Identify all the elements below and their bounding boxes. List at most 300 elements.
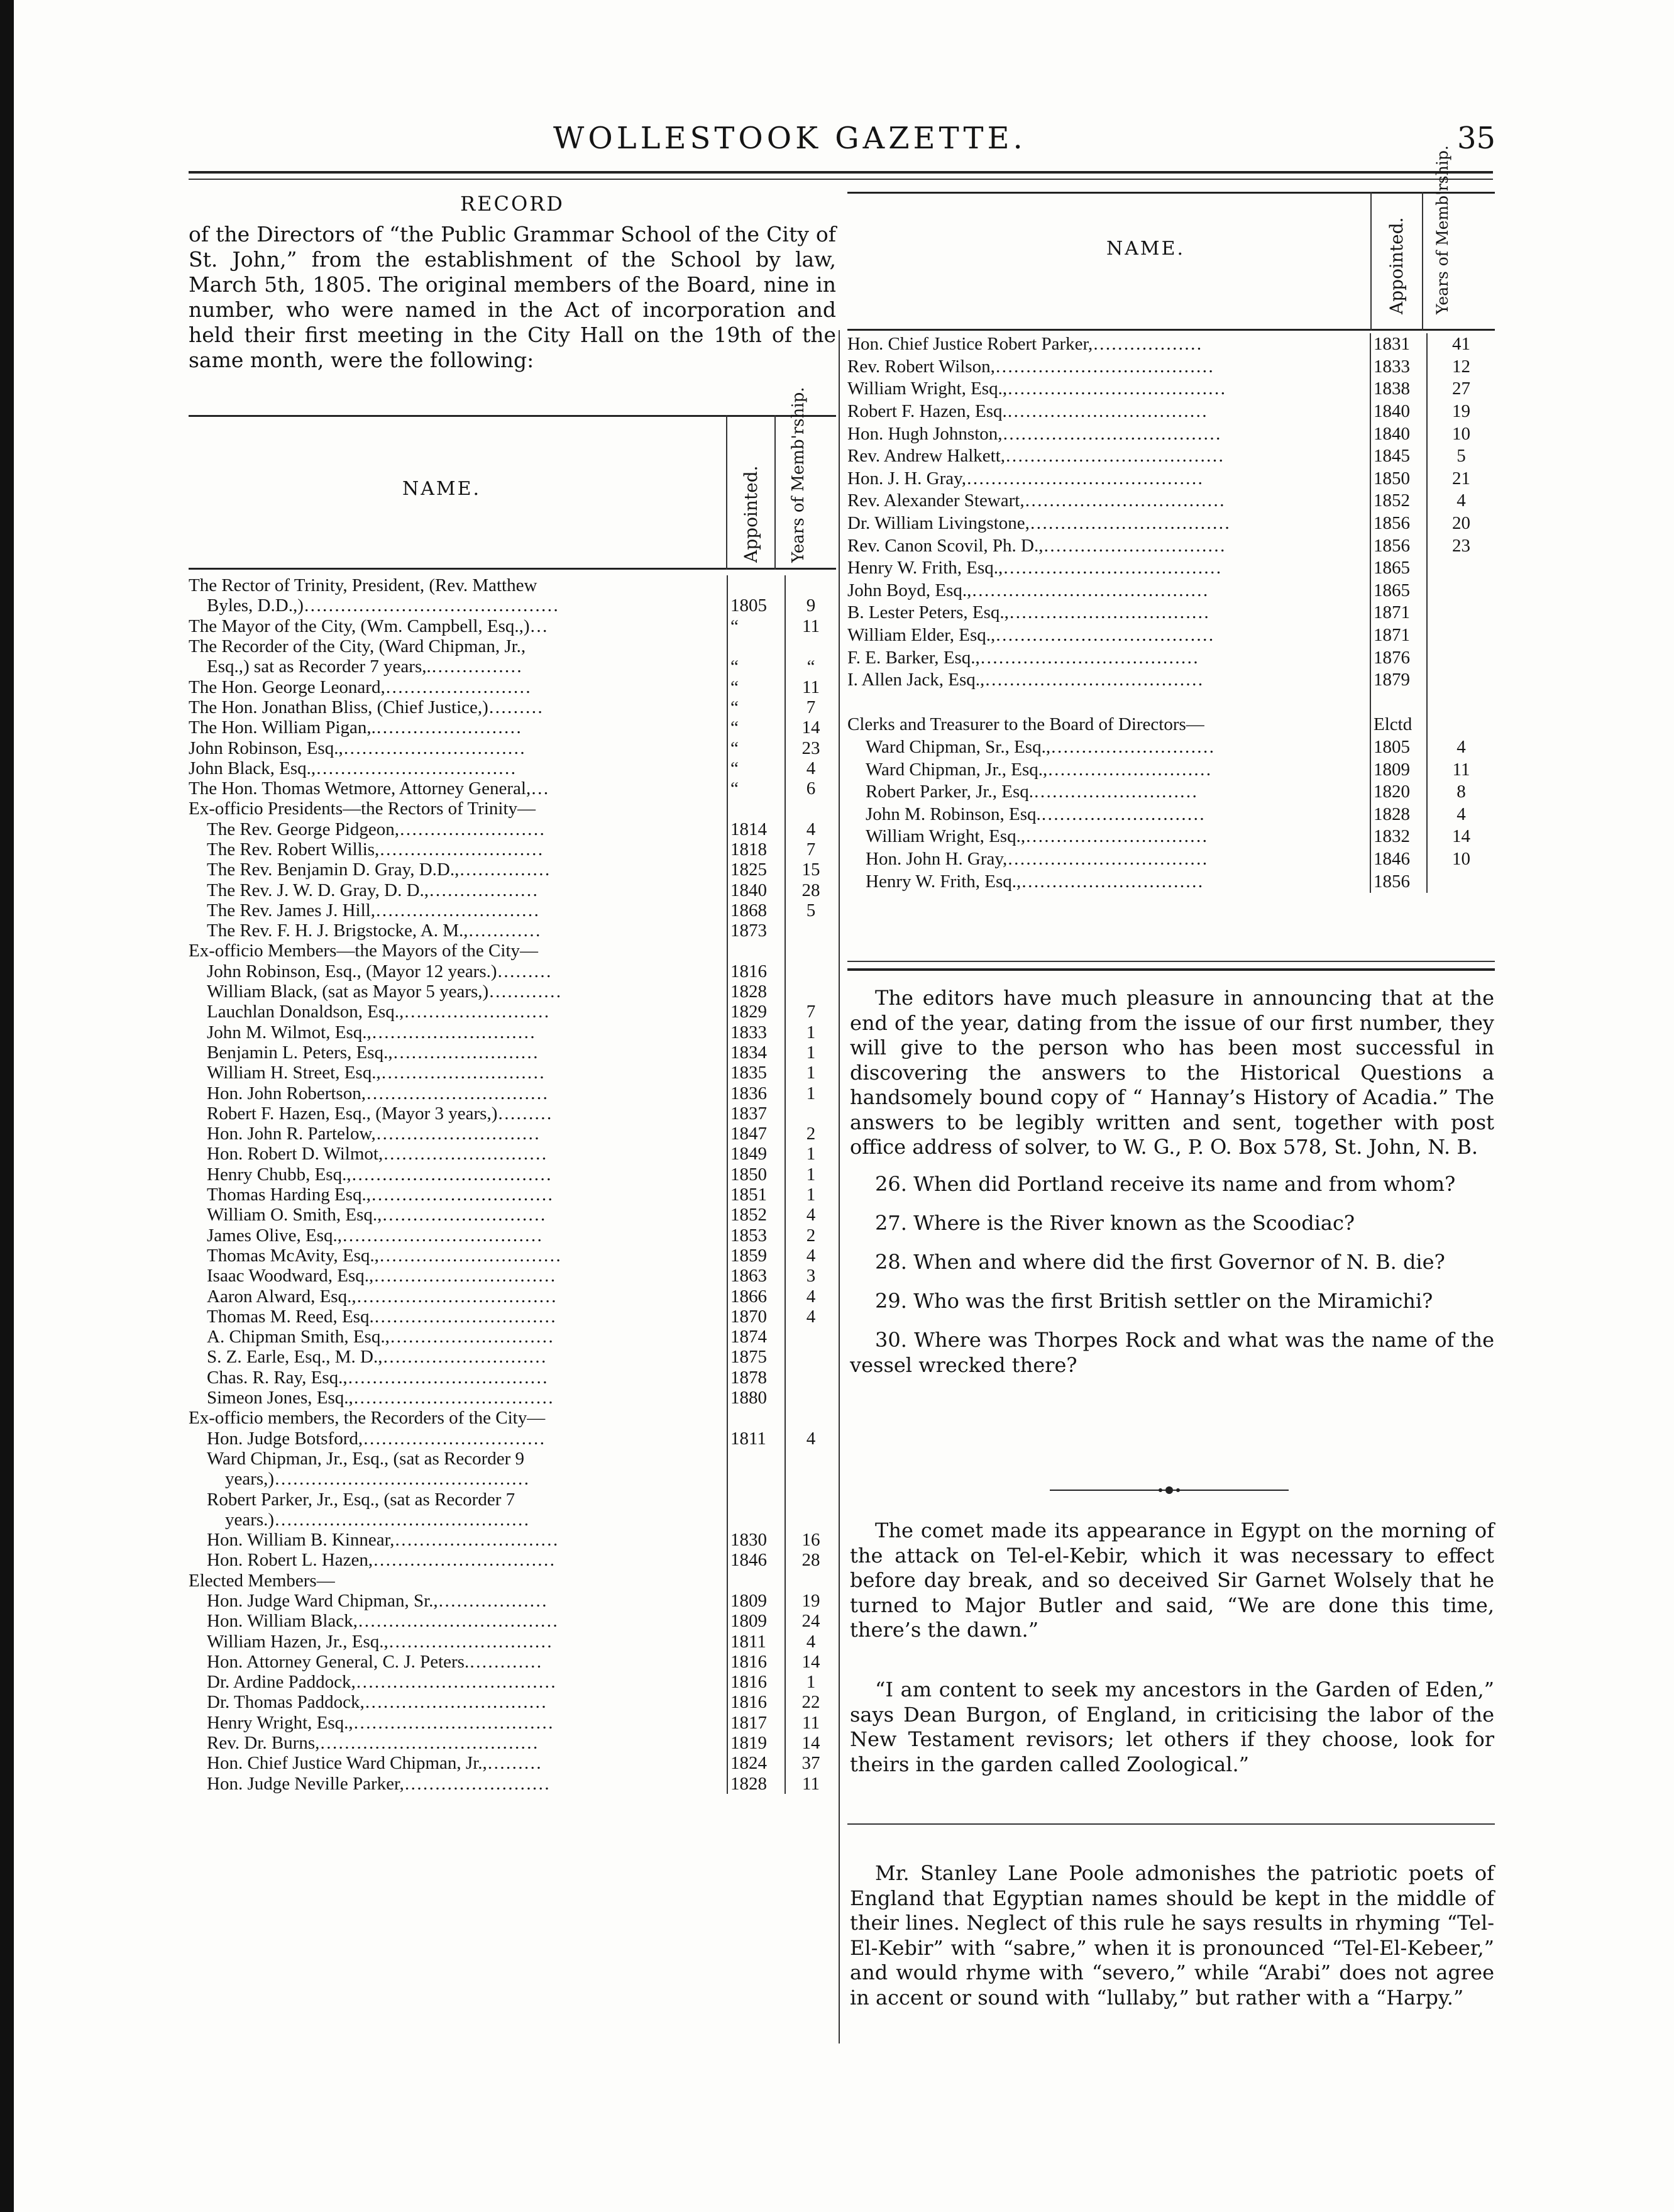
years-cell: 1	[785, 1185, 836, 1205]
years-cell: 7	[785, 697, 836, 717]
left-header-sep-1	[726, 415, 727, 570]
appointed-cell: 1866	[727, 1286, 785, 1306]
name-cell: Robert Parker, Jr., Esq.………………………	[847, 782, 1198, 802]
name-cell: Thomas Harding Esq.,…………………………	[189, 1185, 553, 1205]
years-cell: 5	[785, 900, 836, 921]
poole-text: Mr. Stanley Lane Poole admonishes the patriotic poets of England that Egyptian names should be kept in the middle of their lines. Neglect of this rule he says results in rhyming “Tel-El-Kebir” with “sabre,” when it is pronounced “Tel-El-Kebeer,” and would rhyme with “severo,” while “Arabi” does not agree in accent or sound with “lullaby,” but rather with a “Harpy.”	[850, 1861, 1494, 2010]
table-row	[189, 1571, 836, 1591]
poole-article	[850, 1861, 1494, 2010]
appointed-cell: 1828	[1370, 803, 1427, 826]
left-header-years: Years of Memb'rship.	[789, 387, 808, 563]
years-cell	[1427, 646, 1495, 669]
table-row	[189, 1652, 836, 1672]
appointed-cell: 1805	[727, 595, 785, 616]
table-row	[189, 982, 836, 1002]
years-cell: “	[785, 656, 836, 677]
years-cell	[785, 1347, 836, 1367]
years-cell: 4	[785, 1428, 836, 1448]
name-cell: Clerks and Treasurer to the Board of Directors—	[847, 714, 1204, 735]
appointed-cell: 1838	[1370, 378, 1427, 401]
name-cell: Henry Chubb, Esq.,……………………………	[189, 1164, 552, 1185]
table-row	[189, 900, 836, 921]
table-row	[189, 1347, 836, 1367]
table-row	[847, 781, 1495, 804]
name-cell: The Rev. Benjamin D. Gray, D.D.,……………	[189, 860, 551, 880]
name-cell: Dr. Thomas Paddock,…………………………	[189, 1692, 547, 1713]
years-cell	[785, 1327, 836, 1347]
appointed-cell: 1846	[1370, 848, 1427, 871]
name-cell: Byles, D.D.,)……………………………………	[189, 595, 559, 616]
table-row	[189, 1103, 836, 1124]
table-row	[189, 1713, 836, 1733]
name-cell: John Robinson, Esq.,…………………………	[189, 738, 526, 758]
name-cell: The Rector of Trinity, President, (Rev. Matthew	[189, 575, 537, 596]
years-cell: 10	[1427, 423, 1495, 445]
table-row	[189, 1753, 836, 1773]
left-header-appointed: Appointed.	[741, 465, 761, 563]
table-end-rule	[847, 961, 1495, 962]
name-cell: B. Lester Peters, Esq.,……………………………	[847, 602, 1209, 623]
name-cell: John Robinson, Esq., (Mayor 12 years.)………	[189, 961, 552, 982]
years-cell: 1	[785, 1022, 836, 1042]
appointed-cell: 1809	[727, 1591, 785, 1611]
name-cell: Robert F. Hazen, Esq.……………………………	[847, 401, 1208, 422]
table-row	[189, 1449, 836, 1469]
name-cell: The Rev. James J. Hill,………………………	[189, 900, 539, 921]
name-cell: John M. Robinson, Esq.………………………	[847, 804, 1205, 824]
name-cell: Hon. William Black,……………………………	[189, 1611, 558, 1632]
table-row	[847, 758, 1495, 781]
record-section	[189, 192, 836, 373]
name-cell: Aaron Alward, Esq.,……………………………	[189, 1286, 557, 1307]
table-row	[189, 1591, 836, 1611]
name-cell: Ex-officio Presidents—the Rectors of Trinity—	[189, 799, 536, 819]
table-row	[189, 1774, 836, 1794]
years-cell: 4	[785, 1286, 836, 1306]
appointed-cell: 1840	[1370, 401, 1427, 423]
appointed-cell: 1830	[727, 1530, 785, 1550]
years-cell	[785, 941, 836, 961]
table-row	[189, 656, 836, 677]
table-row	[189, 819, 836, 839]
years-cell	[1427, 669, 1495, 692]
years-cell: 14	[785, 1733, 836, 1753]
appointed-cell	[727, 1510, 785, 1530]
appointed-cell: 1876	[1370, 646, 1427, 669]
appointed-cell: 1833	[727, 1022, 785, 1042]
years-cell	[785, 636, 836, 656]
years-cell: 11	[1427, 758, 1495, 781]
name-cell: Lauchlan Donaldson, Esq.,……………………	[189, 1002, 550, 1022]
directors-table-right	[847, 333, 1495, 893]
appointed-cell: 1816	[727, 1652, 785, 1672]
table-row	[189, 1368, 836, 1388]
table-row	[189, 1063, 836, 1083]
table-row	[189, 636, 836, 656]
table-row	[189, 1083, 836, 1103]
table-row	[189, 616, 836, 636]
name-cell: Rev. Canon Scovil, Ph. D.,…………………………	[847, 535, 1226, 556]
appointed-cell: 1816	[727, 1672, 785, 1692]
appointed-cell	[727, 1469, 785, 1489]
name-cell: Thomas M. Reed, Esq.…………………………	[189, 1306, 556, 1327]
table-row	[189, 1550, 836, 1570]
appointed-cell: “	[727, 778, 785, 799]
name-cell: years.)……………………………………	[189, 1509, 530, 1530]
years-cell	[1427, 602, 1495, 624]
table-row	[847, 445, 1495, 468]
appointed-cell: 1875	[727, 1347, 785, 1367]
table-row	[189, 1246, 836, 1266]
years-cell: 14	[785, 717, 836, 738]
name-cell: William Wright, Esq.,………………………………	[847, 379, 1226, 399]
years-cell: 14	[1427, 826, 1495, 848]
appointed-cell: 1878	[727, 1368, 785, 1388]
name-cell: Rev. Andrew Halkett,………………………………	[847, 446, 1225, 467]
appointed-cell: 1836	[727, 1083, 785, 1103]
appointed-cell: 1809	[1370, 758, 1427, 781]
years-cell: 5	[1427, 445, 1495, 468]
name-cell: Thomas McAvity, Esq.,…………………………	[189, 1245, 561, 1266]
question-28: 28. When and where did the first Governor of N. B. die?	[875, 1249, 1445, 1274]
appointed-cell	[1370, 692, 1427, 714]
appointed-cell: “	[727, 738, 785, 758]
name-cell: William H. Street, Esq.,………………………	[189, 1063, 545, 1083]
appointed-cell	[727, 941, 785, 961]
years-cell	[785, 1368, 836, 1388]
table-row	[189, 1327, 836, 1347]
years-cell: 24	[785, 1611, 836, 1631]
appointed-cell	[727, 1571, 785, 1591]
years-cell	[785, 961, 836, 982]
name-cell: Hon. John Robertson,…………………………	[189, 1083, 548, 1103]
appointed-cell: 1834	[727, 1042, 785, 1063]
name-cell: Hon. Attorney General, C. J. Peters.…………	[189, 1651, 542, 1672]
appointed-cell: 1870	[727, 1307, 785, 1327]
years-cell: 23	[785, 738, 836, 758]
appointed-cell: “	[727, 758, 785, 778]
name-cell: A. Chipman Smith, Esq.,………………………	[189, 1327, 554, 1347]
table-row	[847, 669, 1495, 692]
appointed-cell: 1817	[727, 1713, 785, 1733]
appointed-cell: 1814	[727, 819, 785, 839]
question-29: 29. Who was the first British settler on the Miramichi?	[875, 1288, 1433, 1313]
name-cell: The Hon. Jonathan Bliss, (Chief Justice,)………	[189, 697, 543, 717]
table-row	[847, 826, 1495, 848]
appointed-cell: “	[727, 677, 785, 697]
years-cell: 4	[1427, 736, 1495, 759]
burgon-article	[850, 1678, 1494, 1777]
section-ornament	[1050, 1484, 1289, 1496]
years-cell: 19	[785, 1591, 836, 1611]
years-cell: 4	[785, 758, 836, 778]
years-cell: 4	[785, 1307, 836, 1327]
appointed-cell: 1853	[727, 1225, 785, 1246]
years-cell	[785, 1449, 836, 1469]
name-cell: I. Allen Jack, Esq.,………………………………	[847, 670, 1204, 690]
appointed-cell: 1828	[727, 982, 785, 1002]
name-cell: William Elder, Esq.,………………………………	[847, 625, 1214, 646]
years-cell: 11	[785, 616, 836, 636]
name-cell: Dr. Ardine Paddock,……………………………	[189, 1672, 556, 1693]
table-row	[847, 512, 1495, 535]
name-cell: Ward Chipman, Jr., Esq.,………………………	[847, 759, 1212, 780]
table-row	[189, 697, 836, 717]
years-cell: 1	[785, 1063, 836, 1083]
years-cell: 28	[785, 1550, 836, 1570]
name-cell: The Rev. F. H. J. Brigstocke, A. M.,…………	[189, 921, 541, 941]
appointed-cell: 1865	[1370, 557, 1427, 580]
name-cell: Hon. Robert L. Hazen,…………………………	[189, 1550, 556, 1571]
name-cell: Hon. Chief Justice Robert Parker,………………	[847, 334, 1203, 355]
appointed-cell: 1868	[727, 900, 785, 921]
question-27: 27. Where is the River known as the Scoodiac?	[875, 1210, 1355, 1235]
appointed-cell: 1845	[1370, 445, 1427, 468]
left-table-header	[189, 387, 836, 570]
years-cell: 27	[1427, 378, 1495, 401]
page-binding-edge	[0, 0, 14, 2212]
years-cell: 4	[785, 819, 836, 839]
appointed-cell: 1809	[727, 1611, 785, 1631]
years-cell: 1	[785, 1164, 836, 1185]
name-cell: Ex-officio members, the Recorders of the City—	[189, 1408, 546, 1429]
appointed-cell: 1852	[1370, 490, 1427, 512]
appointed-cell: 1849	[727, 1144, 785, 1164]
years-cell: 21	[1427, 468, 1495, 490]
years-cell	[785, 799, 836, 819]
right-header-sep-1	[1370, 192, 1372, 331]
name-cell: Hon. William B. Kinnear,………………………	[189, 1530, 559, 1551]
table-row	[189, 758, 836, 778]
appointed-cell: 1863	[727, 1266, 785, 1286]
name-cell: William Black, (sat as Mayor 5 years,)…………	[189, 982, 562, 1002]
comet-article	[850, 1518, 1494, 1643]
appointed-cell: 1820	[1370, 781, 1427, 804]
left-header-sep-2	[774, 415, 776, 570]
appointed-cell	[727, 1489, 785, 1509]
years-cell: 2	[785, 1124, 836, 1144]
years-cell	[785, 1469, 836, 1489]
years-cell: 41	[1427, 333, 1495, 356]
years-cell	[1427, 870, 1495, 893]
years-cell	[785, 1510, 836, 1530]
table-row	[847, 333, 1495, 356]
article-divider	[847, 1823, 1495, 1825]
years-cell: 1	[785, 1083, 836, 1103]
name-cell: Elected Members—	[189, 1570, 335, 1591]
appointed-cell: 1825	[727, 860, 785, 880]
table-row	[847, 378, 1495, 401]
name-cell: The Rev. J. W. D. Gray, D. D.,………………	[189, 880, 539, 900]
years-cell	[785, 575, 836, 595]
name-cell: The Hon. George Leonard,……………………	[189, 677, 531, 697]
appointed-cell: “	[727, 616, 785, 636]
table-row	[189, 1185, 836, 1205]
name-cell: The Hon. Thomas Wetmore, Attorney General,…	[189, 778, 549, 799]
editors-notice-text: The editors have much pleasure in announcing that at the end of the year, dating from the issue of our first number, they will give to the person who has been most successful in discovering the answers to the Historical Questions a handsomely bound copy of “ Hannay’s History of Acadia.” The answers to be legibly written and sent, together with post office address of solver, to W. G., P. O. Box 578, St. John, N. B.	[850, 986, 1494, 1159]
table-row	[189, 717, 836, 738]
years-cell: 15	[785, 860, 836, 880]
table-row	[189, 1428, 836, 1448]
years-cell	[785, 982, 836, 1002]
question-26: 26. When did Portland receive its name and from whom?	[875, 1171, 1456, 1196]
years-cell	[785, 921, 836, 941]
table-row	[189, 880, 836, 900]
appointed-cell: 1831	[1370, 333, 1427, 356]
appointed-cell: 1829	[727, 1002, 785, 1022]
question-30: 30. Where was Thorpes Rock and what was the name of the vessel wrecked there?	[850, 1327, 1494, 1377]
table-row	[847, 624, 1495, 647]
years-cell	[1427, 692, 1495, 714]
name-cell: Hon. Chief Justice Ward Chipman, Jr.,………	[189, 1753, 542, 1774]
appointed-cell: “	[727, 717, 785, 738]
table-row	[847, 602, 1495, 624]
header-rule-thin	[189, 179, 1493, 180]
name-cell: Hon. Judge Ward Chipman, Sr.,………………	[189, 1590, 548, 1611]
table-row	[189, 575, 836, 595]
table-row	[189, 738, 836, 758]
table-row	[189, 799, 836, 819]
name-cell: F. E. Barker, Esq.,………………………………	[847, 647, 1199, 668]
table-row	[189, 1631, 836, 1651]
directors-table-left	[189, 575, 836, 1794]
name-cell: The Rev. George Pidgeon,……………………	[189, 819, 546, 839]
years-cell: 1	[785, 1672, 836, 1692]
years-cell: 4	[785, 1205, 836, 1225]
table-row	[189, 961, 836, 982]
years-cell: 11	[785, 1774, 836, 1794]
appointed-cell	[727, 1449, 785, 1469]
appointed-cell: 1832	[1370, 826, 1427, 848]
name-cell: Simeon Jones, Esq.,……………………………	[189, 1388, 554, 1408]
years-cell: 23	[1427, 534, 1495, 557]
name-cell: Hon. Hugh Johnston,………………………………	[847, 423, 1221, 444]
appointed-cell: 1824	[727, 1753, 785, 1773]
name-cell: John M. Wilmot, Esq.,………………………	[189, 1022, 536, 1042]
appointed-cell: 1879	[1370, 669, 1427, 692]
table-row	[189, 1266, 836, 1286]
table-row	[189, 921, 836, 941]
page-number: 35	[1457, 121, 1496, 156]
table-row	[189, 1002, 836, 1022]
appointed-cell: Elctd	[1370, 714, 1427, 736]
table-row	[189, 860, 836, 880]
name-cell: Chas. R. Ray, Esq.,……………………………	[189, 1367, 548, 1388]
table-end-rule-thick	[847, 968, 1495, 971]
table-row	[189, 1225, 836, 1246]
name-cell: The Mayor of the City, (Wm. Campbell, Esq.,)…	[189, 616, 548, 636]
appointed-cell: 1856	[1370, 534, 1427, 557]
table-row	[189, 595, 836, 616]
name-cell: Robert F. Hazen, Esq., (Mayor 3 years,)………	[189, 1103, 553, 1124]
appointed-cell: 1851	[727, 1185, 785, 1205]
name-cell: Ward Chipman, Sr., Esq.,………………………	[847, 736, 1215, 757]
appointed-cell: 1835	[727, 1063, 785, 1083]
table-row	[847, 468, 1495, 490]
name-cell: Henry Wright, Esq.,……………………………	[189, 1712, 554, 1733]
right-header-appointed: Appointed.	[1386, 217, 1407, 314]
years-cell	[785, 1388, 836, 1408]
years-cell: 6	[785, 778, 836, 799]
appointed-cell: 1805	[1370, 736, 1427, 759]
years-cell: 2	[785, 1225, 836, 1246]
years-cell	[1427, 714, 1495, 736]
name-cell: Isaac Woodward, Esq.,…………………………	[189, 1266, 556, 1286]
years-cell: 4	[1427, 803, 1495, 826]
name-cell: Hon. Judge Neville Parker,……………………	[189, 1773, 550, 1794]
table-row	[847, 490, 1495, 512]
years-cell: 1	[785, 1144, 836, 1164]
years-cell: 28	[785, 880, 836, 900]
appointed-cell: 1840	[1370, 423, 1427, 445]
years-cell: 20	[1427, 512, 1495, 535]
table-row	[189, 1286, 836, 1306]
appointed-cell: 1865	[1370, 580, 1427, 602]
appointed-cell: 1840	[727, 880, 785, 900]
appointed-cell: 1874	[727, 1327, 785, 1347]
table-row	[847, 534, 1495, 557]
appointed-cell	[727, 799, 785, 819]
header-rule	[189, 171, 1493, 174]
years-cell	[785, 1408, 836, 1428]
table-row	[189, 1510, 836, 1530]
table-row	[847, 557, 1495, 580]
table-row	[189, 1733, 836, 1753]
years-cell: 11	[785, 677, 836, 697]
table-row	[189, 1124, 836, 1144]
appointed-cell	[727, 636, 785, 656]
left-header-name: NAME.	[402, 478, 482, 500]
appointed-cell: 1816	[727, 961, 785, 982]
name-cell: Rev. Alexander Stewart,……………………………	[847, 490, 1225, 511]
left-table	[189, 575, 836, 1794]
appointed-cell: 1859	[727, 1246, 785, 1266]
appointed-cell: 1880	[727, 1388, 785, 1408]
table-row	[189, 1307, 836, 1327]
table-row	[189, 1388, 836, 1408]
name-cell: William O. Smith, Esq.,………………………	[189, 1205, 546, 1225]
name-cell: William Wright, Esq.,…………………………	[847, 826, 1208, 847]
table-row	[847, 401, 1495, 423]
appointed-cell	[727, 1408, 785, 1428]
years-cell: 7	[785, 1002, 836, 1022]
years-cell: 16	[785, 1530, 836, 1550]
questions-list	[850, 1171, 1494, 1378]
appointed-cell: 1873	[727, 921, 785, 941]
table-row	[189, 1611, 836, 1631]
appointed-cell: 1846	[727, 1550, 785, 1570]
table-row	[189, 839, 836, 860]
table-row	[847, 803, 1495, 826]
name-cell: Rev. Robert Wilson,………………………………	[847, 356, 1214, 377]
table-row	[847, 646, 1495, 669]
record-title: RECORD	[460, 192, 564, 216]
years-cell: 11	[785, 1713, 836, 1733]
years-cell: 37	[785, 1753, 836, 1773]
appointed-cell: 1819	[727, 1733, 785, 1753]
appointed-cell: 1850	[1370, 468, 1427, 490]
appointed-cell: 1856	[1370, 870, 1427, 893]
appointed-cell: 1833	[1370, 356, 1427, 379]
name-cell: William Hazen, Jr., Esq.,………………………	[189, 1631, 553, 1652]
table-row	[189, 778, 836, 799]
years-cell: 12	[1427, 356, 1495, 379]
name-cell: Hon. J. H. Gray,…………………………………	[847, 468, 1204, 489]
table-row	[847, 423, 1495, 445]
years-cell: 14	[785, 1652, 836, 1672]
years-cell: 4	[785, 1631, 836, 1651]
table-row	[189, 1469, 836, 1489]
